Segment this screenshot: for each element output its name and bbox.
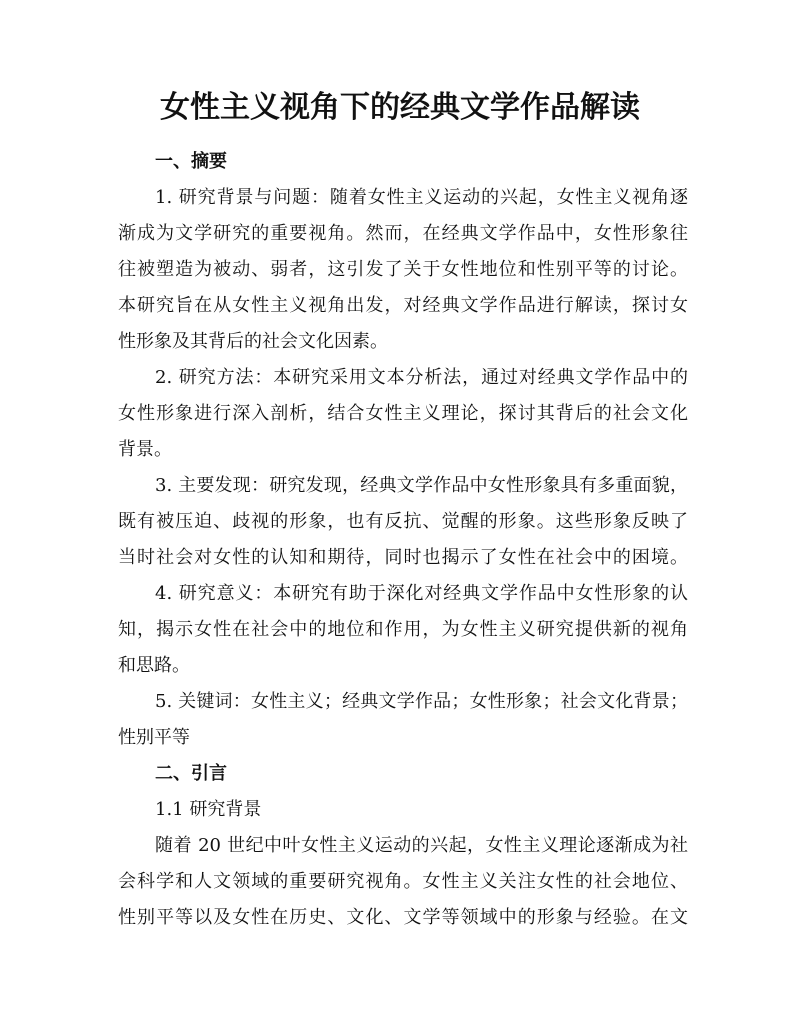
paragraph-line: 性别平等 — [118, 727, 190, 748]
paragraph-line: 知，揭示女性在社会中的地位和作用，为女性主义研究提供新的视角 — [118, 619, 688, 640]
subsection-heading: 1.1 研究背景 — [155, 799, 262, 820]
document-title: 女性主义视角下的经典文学作品解读 — [160, 90, 640, 125]
paragraph-line: 随着 20 世纪中叶女性主义运动的兴起，女性主义理论逐渐成为社 — [155, 835, 688, 856]
paragraph-line: 本研究旨在从女性主义视角出发，对经典文学作品进行解读，探讨女 — [118, 295, 688, 316]
paragraph-line: 3. 主要发现：研究发现，经典文学作品中女性形象具有多重面貌， — [155, 475, 688, 496]
paragraph-line: 和思路。 — [118, 655, 190, 676]
paragraph-line: 既有被压迫、歧视的形象，也有反抗、觉醒的形象。这些形象反映了 — [118, 511, 688, 532]
paragraph-line: 背景。 — [118, 439, 172, 460]
section-heading-introduction: 二、引言 — [155, 763, 227, 784]
paragraph-line: 女性形象进行深入剖析，结合女性主义理论，探讨其背后的社会文化 — [118, 403, 688, 424]
paragraph-line: 往被塑造为被动、弱者，这引发了关于女性地位和性别平等的讨论。 — [118, 259, 688, 280]
paragraph-line: 会科学和人文领域的重要研究视角。女性主义关注女性的社会地位、 — [118, 871, 688, 892]
paragraph-line: 当时社会对女性的认知和期待，同时也揭示了女性在社会中的困境。 — [118, 547, 688, 568]
paragraph-line: 4. 研究意义：本研究有助于深化对经典文学作品中女性形象的认 — [155, 583, 688, 604]
paragraph-line: 性别平等以及女性在历史、文化、文学等领域中的形象与经验。在文 — [118, 907, 688, 928]
paragraph-line: 2. 研究方法：本研究采用文本分析法，通过对经典文学作品中的 — [155, 367, 688, 388]
paragraph-line: 5. 关键词：女性主义；经典文学作品；女性形象；社会文化背景； — [155, 691, 688, 712]
paragraph-line: 1. 研究背景与问题：随着女性主义运动的兴起，女性主义视角逐 — [155, 187, 688, 208]
paragraph-line: 渐成为文学研究的重要视角。然而，在经典文学作品中，女性形象往 — [118, 223, 688, 244]
section-heading-abstract: 一、摘要 — [155, 151, 227, 172]
paragraph-line: 性形象及其背后的社会文化因素。 — [118, 331, 388, 352]
